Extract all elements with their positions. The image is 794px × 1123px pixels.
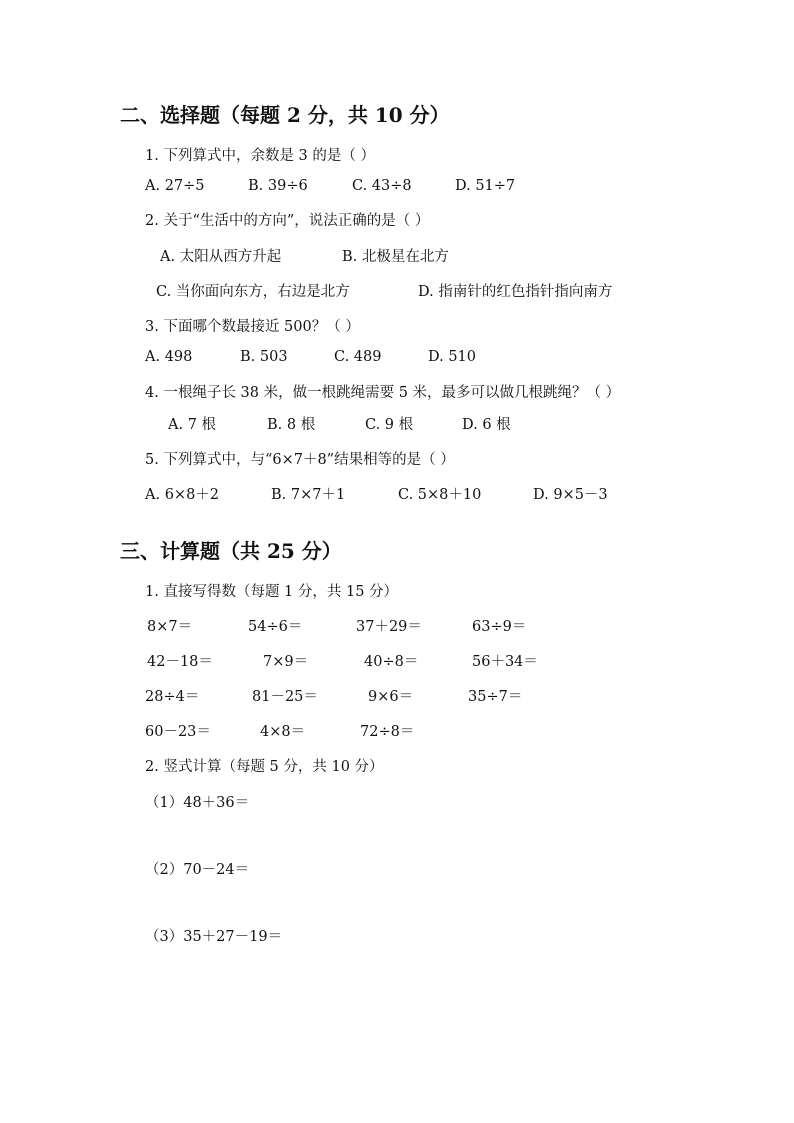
- mental-math-item: 4×8＝: [260, 724, 306, 740]
- question-1-option-b: B. 39÷6: [248, 178, 308, 194]
- section-heading-calculation: 三、计算题（共 25 分）: [120, 539, 342, 563]
- question-5-stem: 5. 下列算式中，与“6×7＋8”结果相等的是（ ）: [145, 452, 455, 468]
- mental-math-item: 37＋29＝: [356, 619, 422, 635]
- question-5-option-a: A. 6×8＋2: [145, 487, 220, 503]
- question-4-option-a: A. 7 根: [168, 417, 217, 433]
- question-4-option-c: C. 9 根: [365, 417, 414, 433]
- mental-math-item: 28÷4＝: [145, 689, 200, 705]
- mental-math-item: 40÷8＝: [364, 654, 419, 670]
- question-5-option-c: C. 5×8＋10: [398, 487, 482, 503]
- question-1-option-a: A. 27÷5: [145, 178, 205, 194]
- question-3-option-a: A. 498: [145, 349, 193, 365]
- question-2-option-d: D. 指南针的红色指针指向南方: [418, 284, 613, 300]
- mental-math-item: 54÷6＝: [248, 619, 303, 635]
- mental-math-item: 42－18＝: [147, 654, 213, 670]
- question-1-stem: 1. 下列算式中，余数是 3 的是（ ）: [145, 148, 375, 164]
- subquestion-vertical-calc: 2. 竖式计算（每题 5 分，共 10 分）: [145, 759, 384, 775]
- question-3-option-d: D. 510: [428, 349, 477, 365]
- question-2-stem: 2. 关于“生活中的方向”，说法正确的是（ ）: [145, 213, 430, 229]
- question-2-option-a: A. 太阳从西方升起: [160, 249, 282, 265]
- mental-math-item: 72÷8＝: [360, 724, 415, 740]
- question-2-option-c: C. 当你面向东方，右边是北方: [156, 284, 350, 300]
- question-1-option-d: D. 51÷7: [455, 178, 516, 194]
- question-5-option-b: B. 7×7＋1: [271, 487, 346, 503]
- question-4-stem: 4. 一根绳子长 38 米，做一根跳绳需要 5 米，最多可以做几根跳绳？（ ）: [145, 385, 621, 401]
- section-heading-choice: 二、选择题（每题 2 分，共 10 分）: [120, 103, 450, 127]
- mental-math-item: 81－25＝: [252, 689, 318, 705]
- subquestion-mental-math: 1. 直接写得数（每题 1 分，共 15 分）: [145, 584, 399, 600]
- mental-math-item: 35÷7＝: [468, 689, 523, 705]
- mental-math-item: 9×6＝: [368, 689, 414, 705]
- mental-math-item: 56＋34＝: [472, 654, 538, 670]
- vertical-calc-item-1: （1）48＋36＝: [145, 795, 250, 811]
- mental-math-item: 63÷9＝: [472, 619, 527, 635]
- question-2-option-b: B. 北极星在北方: [342, 249, 449, 265]
- mental-math-item: 8×7＝: [147, 619, 193, 635]
- mental-math-item: 60－23＝: [145, 724, 211, 740]
- question-3-stem: 3. 下面哪个数最接近 500？（ ）: [145, 319, 360, 335]
- question-3-option-b: B. 503: [240, 349, 288, 365]
- vertical-calc-item-2: （2）70－24＝: [145, 862, 250, 878]
- question-4-option-d: D. 6 根: [462, 417, 511, 433]
- question-5-option-d: D. 9×5－3: [533, 487, 608, 503]
- mental-math-item: 7×9＝: [263, 654, 309, 670]
- question-4-option-b: B. 8 根: [267, 417, 316, 433]
- question-1-option-c: C. 43÷8: [352, 178, 412, 194]
- vertical-calc-item-3: （3）35＋27－19＝: [145, 929, 283, 945]
- question-3-option-c: C. 489: [334, 349, 382, 365]
